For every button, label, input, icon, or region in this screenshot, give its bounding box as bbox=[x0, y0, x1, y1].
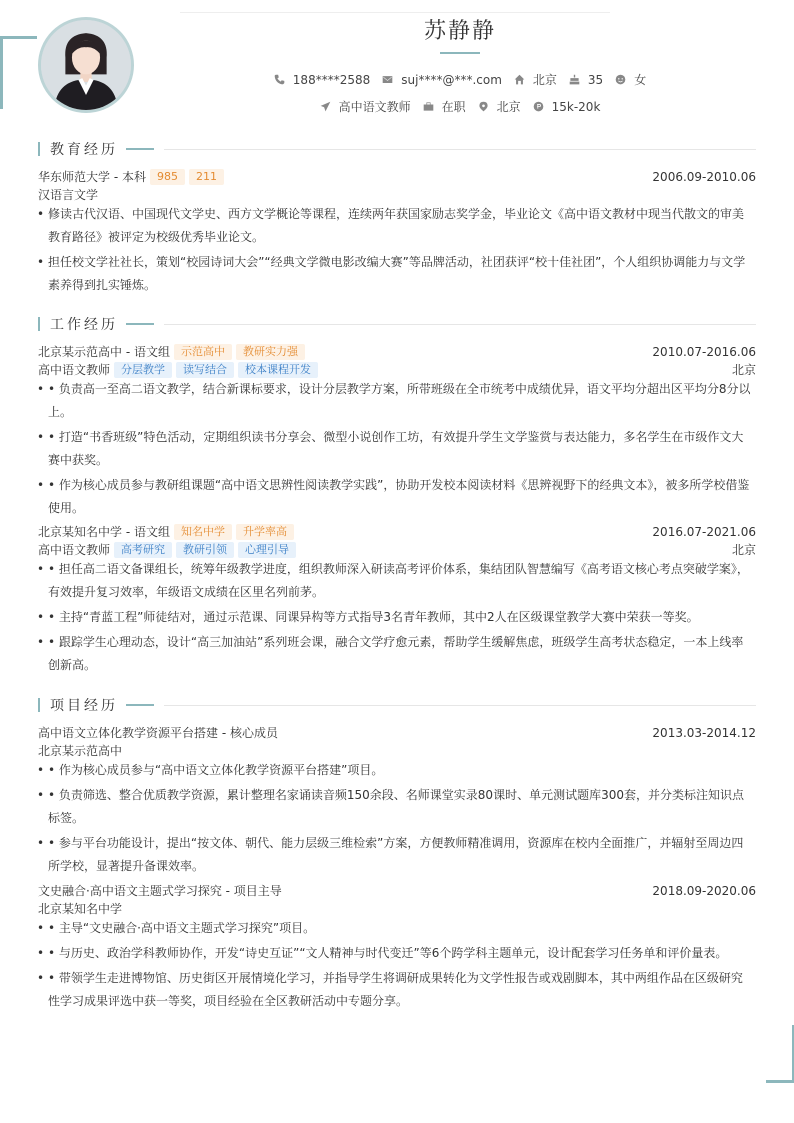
section-marker bbox=[38, 317, 40, 331]
project-bullet bbox=[37, 942, 754, 965]
phone-item bbox=[274, 73, 370, 87]
job-role-row bbox=[38, 541, 756, 558]
bullet-dot: • bbox=[37, 946, 45, 960]
section-accent-line bbox=[126, 323, 154, 325]
education-section-title: 教育经历 bbox=[50, 142, 118, 158]
mail-icon bbox=[382, 74, 393, 85]
job-city: 北京 bbox=[731, 543, 756, 557]
project-org-row bbox=[38, 900, 756, 917]
bullet-text: • 带领学生走进博物馆、历史街区开展情境化学习，并指导学生将调研成果转化为文学性报告或戏剧脚本，其中两组作品在区级研究性学习成果评选中获一等奖，项目经验在全区教研活动中专题分享。 bbox=[48, 971, 743, 1008]
project-bullet bbox=[37, 832, 754, 878]
bullet-text: 担任校文学社社长，策划“校园诗词大会”“经典文学微电影改编大赛”等品牌活动，社团获评“校十佳社团”，个人组织协调能力与文学素养得到扎实锤炼。 bbox=[48, 255, 746, 292]
target-position-text: 高中语文教师 bbox=[338, 100, 411, 114]
bullet-text: • 主持“青蓝工程”师徒结对，通过示范课、同课异构等方式指导3名青年教师，其中2人在区级课堂教学大赛中荣获一等奖。 bbox=[48, 610, 699, 624]
org-tag: 教研实力强 bbox=[236, 344, 305, 360]
bullet-dot: • bbox=[37, 478, 45, 492]
email-text: suj****@***.com bbox=[401, 72, 502, 87]
job-role-row bbox=[38, 361, 756, 378]
employment-status-text: 在职 bbox=[441, 100, 466, 114]
project-bullet bbox=[37, 759, 754, 782]
projects-section-title: 项目经历 bbox=[50, 698, 118, 714]
section-rule bbox=[164, 324, 756, 325]
phone-text: 188****2588 bbox=[292, 72, 371, 87]
top-divider bbox=[180, 12, 610, 13]
project-title-row bbox=[38, 724, 756, 741]
job-org-row bbox=[38, 523, 756, 540]
gender-icon bbox=[615, 74, 626, 85]
job-org: 北京某知名中学 - 语文组 bbox=[38, 525, 170, 539]
role-tag: 高考研究 bbox=[114, 542, 172, 558]
project-org: 北京某示范高中 bbox=[38, 744, 123, 758]
age-item bbox=[569, 73, 603, 87]
role-tag: 读写结合 bbox=[176, 362, 234, 378]
job-role: 高中语文教师 bbox=[38, 543, 111, 557]
bullet-dot: • bbox=[37, 610, 45, 624]
contact-row bbox=[150, 71, 770, 88]
education-school-row bbox=[38, 168, 756, 185]
section-accent-line bbox=[126, 704, 154, 706]
location-pin-icon bbox=[478, 101, 489, 112]
name-underline bbox=[440, 52, 480, 54]
bullet-dot: • bbox=[37, 836, 45, 850]
org-tag: 升学率高 bbox=[236, 524, 294, 540]
org-tag: 知名中学 bbox=[174, 524, 232, 540]
gender-text: 女 bbox=[634, 73, 647, 87]
project-bullet bbox=[37, 784, 754, 830]
project-bullet bbox=[37, 967, 754, 1013]
salary-icon bbox=[533, 101, 544, 112]
hometown-text: 北京 bbox=[532, 73, 557, 87]
section-rule bbox=[164, 149, 756, 150]
project-title-row bbox=[38, 882, 756, 899]
job-bullet bbox=[37, 631, 754, 677]
job-bullet bbox=[37, 474, 754, 520]
role-tag: 心理引导 bbox=[238, 542, 296, 558]
cake-icon bbox=[569, 74, 580, 85]
job-intent-row bbox=[150, 98, 770, 115]
role-tag: 教研引领 bbox=[176, 542, 234, 558]
bullet-text: • 主导“文史融合·高中语文主题式学习探究”项目。 bbox=[48, 921, 316, 935]
email-item bbox=[382, 73, 502, 87]
job-bullet bbox=[37, 378, 754, 424]
send-icon bbox=[320, 101, 331, 112]
school-tag: 211 bbox=[189, 169, 224, 185]
hometown-item bbox=[514, 71, 557, 88]
bullet-dot: • bbox=[37, 921, 45, 935]
bullet-text: • 与历史、政治学科教师协作，开发“诗史互证”“文人精神与时代变迁”等6个跨学科主题单元，设计配套学习任务单和评价量表。 bbox=[48, 946, 728, 960]
corner-decoration-top-left bbox=[0, 36, 37, 109]
bullet-dot: • bbox=[37, 763, 45, 777]
salary-text: 15k-20k bbox=[551, 99, 601, 114]
project-period: 2018.09-2020.06 bbox=[652, 883, 756, 898]
project-bullet bbox=[37, 917, 754, 940]
work-section-header bbox=[38, 315, 756, 333]
education-section-header bbox=[38, 140, 756, 158]
job-bullet bbox=[37, 426, 754, 472]
age-text: 35 bbox=[587, 72, 604, 87]
education-bullet bbox=[37, 251, 754, 297]
target-position-item bbox=[320, 98, 411, 115]
job-period: 2010.07-2016.06 bbox=[652, 344, 756, 359]
employment-status-item bbox=[423, 98, 466, 115]
bullet-dot: • bbox=[37, 788, 45, 802]
bullet-text: • 打造“书香班级”特色活动，定期组织读书分享会、微型小说创作工坊，有效提升学生文学鉴赏与表达能力，多名学生在市级作文大赛中获奖。 bbox=[48, 430, 744, 467]
avatar bbox=[38, 17, 134, 113]
gender-item bbox=[615, 71, 646, 88]
org-tag: 示范高中 bbox=[174, 344, 232, 360]
bullet-dot: • bbox=[37, 207, 45, 221]
project-period: 2013.03-2014.12 bbox=[652, 725, 756, 740]
candidate-name: 苏静静 bbox=[423, 19, 496, 44]
section-accent-line bbox=[126, 148, 154, 150]
project-name: 文史融合·高中语文主题式学习探究 - 项目主导 bbox=[38, 884, 282, 898]
bullet-text: • 担任高二语文备课组长，统筹年级教学进度，组织教师深入研读高考评价体系，集结团队智慧编写《高考语文核心考点突破学案》，有效提升复习效率，年级语文成绩在区里名列前茅。 bbox=[48, 562, 749, 599]
education-period: 2006.09-2010.06 bbox=[652, 169, 756, 184]
job-role: 高中语文教师 bbox=[38, 363, 111, 377]
project-name: 高中语文立体化教学资源平台搭建 - 核心成员 bbox=[38, 726, 278, 740]
project-org: 北京某知名中学 bbox=[38, 902, 123, 916]
project-org-row bbox=[38, 742, 756, 759]
job-period: 2016.07-2021.06 bbox=[652, 524, 756, 539]
section-marker bbox=[38, 698, 40, 712]
bullet-text: 修读古代汉语、中国现代文学史、西方文学概论等课程，连续两年获国家励志奖学金，毕业论文《高中语文教材中现当代散文的审美教育路径》被评定为校级优秀毕业论文。 bbox=[48, 207, 745, 244]
job-city: 北京 bbox=[731, 363, 756, 377]
section-marker bbox=[38, 142, 40, 156]
target-city-item bbox=[478, 98, 521, 115]
bullet-text: • 参与平台功能设计，提出“按文体、朝代、能力层级三维检索”方案，方便教师精准调用，资源库在校内全面推广，并辐射至周边四所学校，显著提升备课效率。 bbox=[48, 836, 744, 873]
job-org-row bbox=[38, 343, 756, 360]
bullet-text: • 负责筛选、整合优质教学资源，累计整理名家诵读音频150余段、名师课堂实录80课时、单元测试题库300套，并分类标注知识点标签。 bbox=[48, 788, 744, 825]
corner-decoration-bottom-right bbox=[766, 1025, 794, 1083]
projects-section-header bbox=[38, 696, 756, 714]
bullet-text: • 作为核心成员参与“高中语文立体化教学资源平台搭建”项目。 bbox=[48, 763, 384, 777]
bullet-dot: • bbox=[37, 562, 45, 576]
bullet-text: • 负责高一至高二语文教学，结合新课标要求，设计分层教学方案，所带班级在全市统考中成绩优异，语文平均分超出区平均分8分以上。 bbox=[48, 382, 751, 419]
bullet-dot: • bbox=[37, 971, 45, 985]
bullet-dot: • bbox=[37, 430, 45, 444]
bullet-text: • 作为核心成员参与教研组课题“高中语文思辨性阅读教学实践”，协助开发校本阅读材料《思辨视野下的经典文本》，被多所学校借鉴使用。 bbox=[48, 478, 750, 515]
salary-item bbox=[533, 100, 601, 114]
bullet-text: • 跟踪学生心理动态，设计“高三加油站”系列班会课，融合文学疗愈元素，帮助学生缓解焦虑，班级学生高考状态稳定，一本上线率创新高。 bbox=[48, 635, 744, 672]
role-tag: 校本课程开发 bbox=[238, 362, 318, 378]
major-name: 汉语言文学 bbox=[38, 188, 99, 202]
home-icon bbox=[514, 74, 525, 85]
job-bullet bbox=[37, 558, 754, 604]
school-name: 华东师范大学 - 本科 bbox=[38, 170, 146, 184]
bullet-dot: • bbox=[37, 255, 45, 269]
bullet-dot: • bbox=[37, 635, 45, 649]
education-bullet bbox=[37, 203, 754, 249]
phone-icon bbox=[274, 74, 285, 85]
section-rule bbox=[164, 705, 756, 706]
bullet-dot: • bbox=[37, 382, 45, 396]
education-major-row bbox=[38, 186, 756, 203]
job-bullet bbox=[37, 606, 754, 629]
work-section-title: 工作经历 bbox=[50, 317, 118, 333]
briefcase-icon bbox=[423, 101, 434, 112]
job-org: 北京某示范高中 - 语文组 bbox=[38, 345, 170, 359]
target-city-text: 北京 bbox=[496, 100, 521, 114]
role-tag: 分层教学 bbox=[114, 362, 172, 378]
school-tag: 985 bbox=[150, 169, 185, 185]
